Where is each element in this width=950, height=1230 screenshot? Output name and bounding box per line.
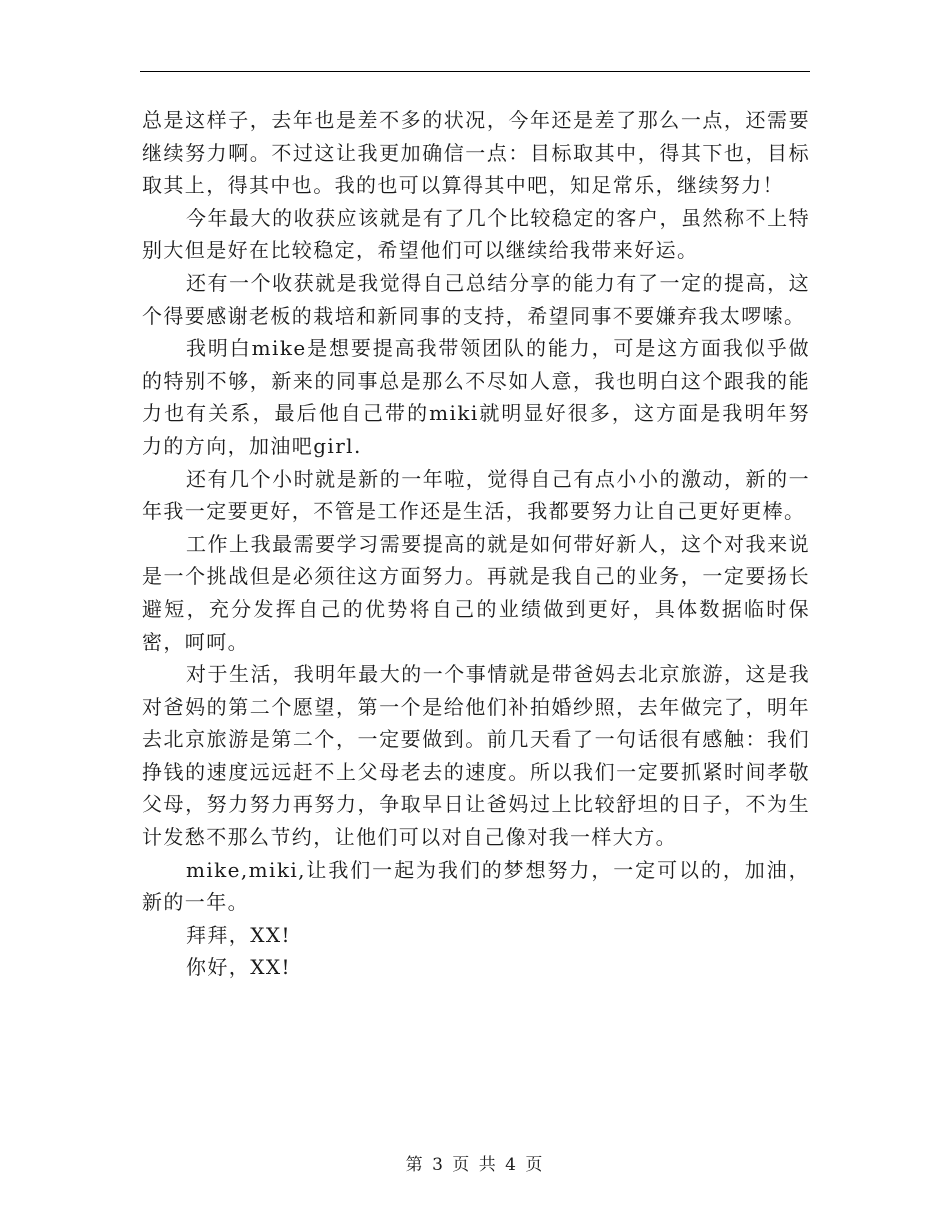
paragraph-sharing-skills: 还有一个收获就是我觉得自己总结分享的能力有了一定的提高，这个得要感谢老板的栽培和新同事的支持，希望同事不要嫌弃我太啰嗦。	[142, 270, 810, 328]
document-body	[142, 104, 810, 984]
paragraph-life-goals: 对于生活，我明年最大的一个事情就是带爸妈去北京旅游，这是我对爸妈的第二个愿望，第一个是给他们补拍婚纱照，去年做完了，明年去北京旅游是第二个，一定要做到。前几天看了一句话很有感触：我们挣钱的速度远远赶不上父母老去的速度。所以我们一定要抓紧时间孝敬父母，努力努力再努力，争取早日让爸妈过上比较舒坦的日子，不为生计发愁不那么节约，让他们可以对自己像对我一样大方。	[142, 662, 810, 850]
paragraph-closing: mike,miki,让我们一起为我们的梦想努力，一定可以的，加油，新的一年。	[142, 857, 810, 915]
paragraph-greeting: 你好，XX!	[186, 955, 291, 980]
paragraph-work-goals: 工作上我最需要学习需要提高的就是如何带好新人，这个对我来说是一个挑战但是必须往这方面努力。再就是我自己的业务，一定要扬长避短，充分发挥自己的优势将自己的业绩做到更好，具体数据临时保密，呵呵。	[142, 531, 810, 654]
paragraph-farewell: 拜拜，XX!	[186, 922, 291, 947]
header-rule	[140, 71, 810, 72]
paragraph-new-year: 还有几个小时就是新的一年啦，觉得自己有点小小的激动，新的一年我一定要更好，不管是工作还是生活，我都要努力让自己更好更棒。	[142, 466, 810, 524]
paragraph-continuation: 总是这样子，去年也是差不多的状况，今年还是差了那么一点，还需要继续努力啊。不过这让我更加确信一点：目标取其中，得其下也，目标取其上，得其中也。我的也可以算得其中吧，知足常乐，继续努力！	[142, 108, 810, 198]
paragraph-team-leading: 我明白mike是想要提高我带领团队的能力，可是这方面我似乎做的特别不够，新来的同事总是那么不尽如人意，我也明白这个跟我的能力也有关系，最后他自己带的miki就明显好很多，这方面是我明年努力的方向，加油吧girl.	[142, 336, 810, 458]
page-number-footer: 第 3 页 共 4 页	[405, 1155, 545, 1175]
paragraph-clients: 今年最大的收获应该就是有了几个比较稳定的客户，虽然称不上特别大但是好在比较稳定，希望他们可以继续给我带来好运。	[142, 205, 810, 263]
